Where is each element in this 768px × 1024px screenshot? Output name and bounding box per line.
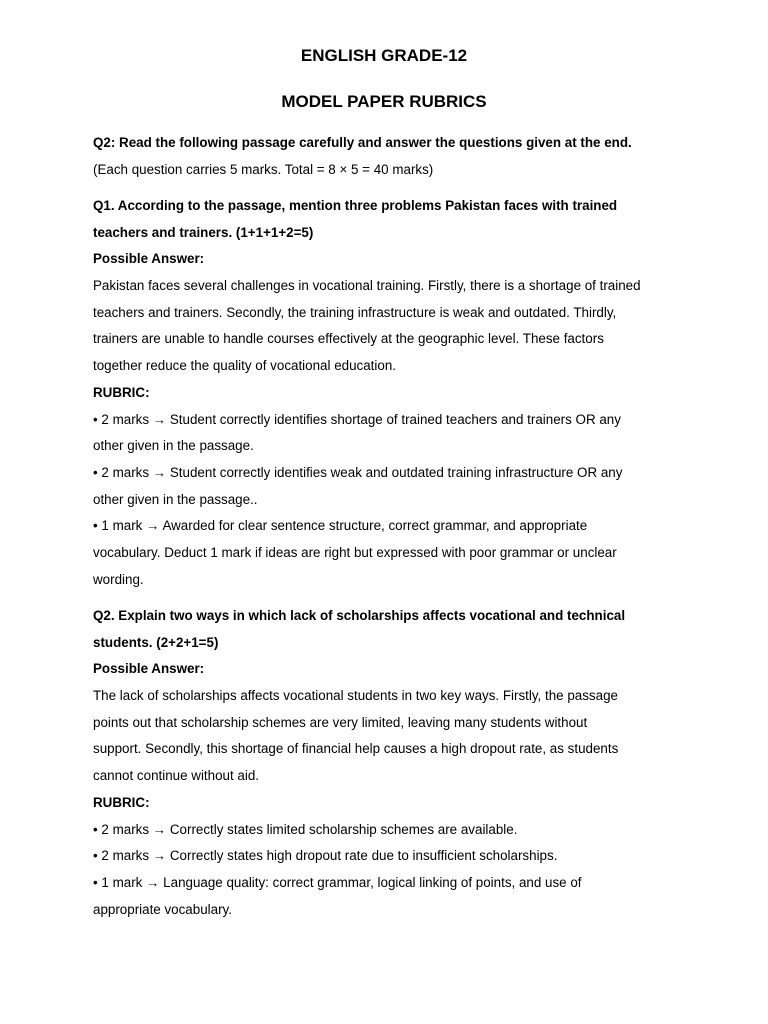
q1-answer-label: Possible Answer: xyxy=(93,251,205,267)
instruction-text: Q2: Read the following passage carefully and answer the questions given at the end. xyxy=(93,135,632,150)
q1-answer-line: Pakistan faces several challenges in vocational training. Firstly, there is a shortage of trained xyxy=(93,278,641,294)
q1-question-line-2: teachers and trainers. (1+1+1+2=5) xyxy=(93,224,314,240)
q1-rubric-label: RUBRIC: xyxy=(93,384,150,400)
q1-answer-line: trainers are unable to handle courses effectively at the geographic level. These factors xyxy=(93,331,604,347)
q1-rubric-line: vocabulary. Deduct 1 mark if ideas are right but expressed with poor grammar or unclear xyxy=(93,545,617,561)
q2-question-line-1: Q2. Explain two ways in which lack of scholarships affects vocational and technical xyxy=(93,607,626,623)
q2-answer-line: The lack of scholarships affects vocational students in two key ways. Firstly, the passage xyxy=(93,688,618,704)
document-subtitle: MODEL PAPER RUBRICS xyxy=(281,92,487,111)
q1-rubric-line: • 2 marks → Student correctly identifies weak and outdated training infrastructure OR any xyxy=(93,460,675,487)
q2-answer-label: Possible Answer: xyxy=(93,661,205,677)
q2-rubric-line: • 1 mark → Language quality: correct grammar, logical linking of points, and use of xyxy=(93,870,675,897)
q1-rubric-line: other given in the passage. xyxy=(93,438,254,454)
q1-rubric-line: • 1 mark → Awarded for clear sentence structure, correct grammar, and appropriate xyxy=(93,513,675,540)
q2-rubric-line: appropriate vocabulary. xyxy=(93,901,232,917)
q2-answer-line: points out that scholarship schemes are very limited, leaving many students without xyxy=(93,714,588,730)
q2-answer-line: cannot continue without aid. xyxy=(93,768,260,784)
q1-rubric-line: wording. xyxy=(93,571,144,587)
q2-question-line-2: students. (2+2+1=5) xyxy=(93,634,219,650)
q1-answer-line: together reduce the quality of vocational education. xyxy=(93,358,396,374)
q1-answer-line: teachers and trainers. Secondly, the training infrastructure is weak and outdated. Thirdly, xyxy=(93,304,617,320)
document-title: ENGLISH GRADE-12 xyxy=(300,46,468,65)
q2-answer-line: support. Secondly, this shortage of financial help causes a high dropout rate, as students xyxy=(93,741,619,757)
q1-rubric-line: other given in the passage.. xyxy=(93,491,258,507)
document-body xyxy=(93,130,675,923)
q2-rubric-label: RUBRIC: xyxy=(93,794,150,810)
marks-note: (Each question carries 5 marks. Total = 8 × 5 = 40 marks) xyxy=(93,161,434,177)
q2-rubric-line: • 2 marks → Correctly states limited scholarship schemes are available. xyxy=(93,817,675,844)
q1-rubric-line: • 2 marks → Student correctly identifies shortage of trained teachers and trainers OR any xyxy=(93,407,675,434)
q1-question-line-1: Q1. According to the passage, mention three problems Pakistan faces with trained xyxy=(93,197,618,213)
q2-rubric-line: • 2 marks → Correctly states high dropout rate due to insufficient scholarships. xyxy=(93,843,675,870)
